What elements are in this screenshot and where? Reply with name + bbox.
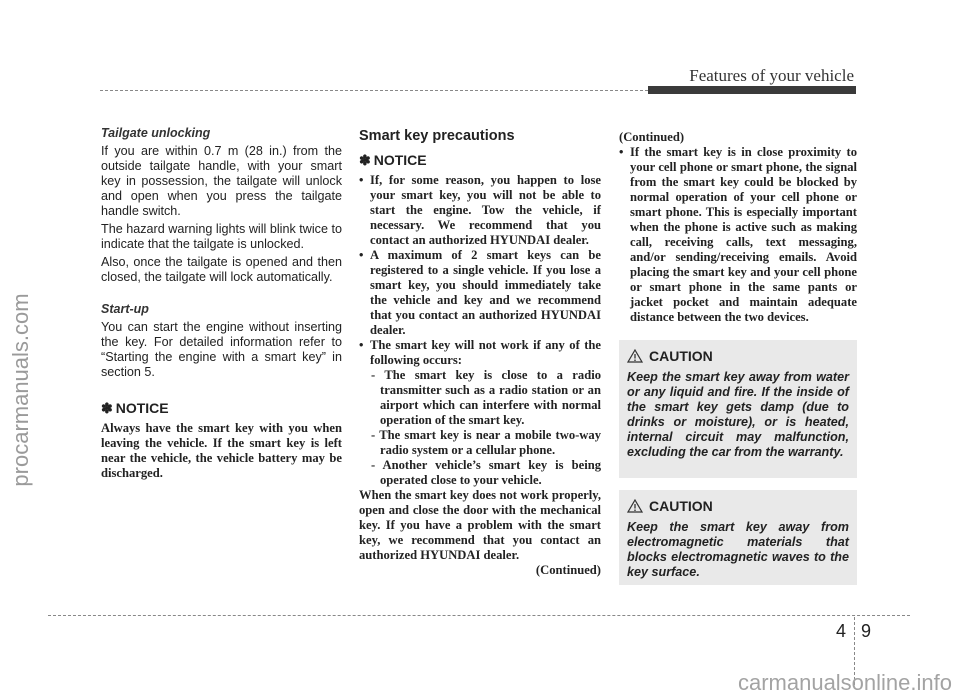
sub-list-item: - The smart key is close to a radio transmitter such as a radio station or an airport which can interfere with normal operation of the smart key. [371, 368, 601, 427]
tailgate-paragraph-3: Also, once the tailgate is opened and then closed, the tailgate will lock automatically. [101, 255, 342, 284]
notice-heading-2 [359, 152, 601, 169]
caution-header [627, 498, 849, 514]
chapter-number: 4 [836, 621, 847, 641]
footer-rule [48, 615, 910, 616]
warning-triangle-icon [627, 499, 643, 513]
list-item: • The smart key will not work if any of the following occurs: [359, 338, 601, 368]
caution-box-1 [619, 340, 857, 478]
continued-label: (Continued) [619, 130, 685, 144]
sub-list-item: - The smart key is near a mobile two-way radio system or a cellular phone. [371, 428, 601, 457]
header-bar [648, 86, 856, 94]
caution-header [627, 348, 849, 364]
startup-heading: Start-up [101, 302, 149, 316]
notice-label: NOTICE [373, 152, 427, 168]
tailgate-heading: Tailgate unlocking [101, 126, 211, 140]
column-right [619, 130, 857, 325]
caution-text: Keep the smart key away from electromagnetic materials that blocks electromagnetic waves to the key surface. [627, 520, 849, 579]
continued-label: (Continued) [535, 563, 601, 577]
header-rule [100, 90, 648, 91]
notice-label: NOTICE [115, 400, 169, 416]
notice-star-icon: ✽ [101, 400, 113, 416]
list-item: • A maximum of 2 smart keys can be registered to a single vehicle. If you lose a smart key, you should immediately take the vehicle and key and we recommend that you contact an authorized HYUNDAI dealer. [359, 248, 601, 338]
startup-paragraph: You can start the engine without inserting the key. For detailed information refer to “Starting the engine with a smart key” in section 5. [101, 320, 342, 379]
caution-title: CAUTION [649, 498, 713, 514]
list-item: • If the smart key is in close proximity to your cell phone or smart phone, the signal from the smart key could be blocked by normal operation of your cell phone or smart phone. This is especially important when the phone is active such as making call, receiving calls, text messaging, and/or sending/receiving emails. Avoid placing the smart key and your cell phone or smart phone in the same pants or jacket pocket and maintain adequate distance between the two devices. [619, 145, 857, 325]
list-item: • If, for some reason, you happen to lose your smart key, you will not be able to start the engine. Tow the vehicle, if necessary. We recommend that you contact an authorized HYUNDAI dealer. [359, 173, 601, 248]
warning-triangle-icon [627, 349, 643, 363]
notice-heading [101, 400, 342, 417]
page-header-title: Features of your vehicle [689, 66, 854, 85]
page-number-value: 9 [861, 621, 872, 641]
column-left [101, 124, 342, 481]
notice-text: Always have the smart key with you when leaving the vehicle. If the smart key is left near the vehicle, the vehicle battery may be discharged. [101, 421, 342, 480]
caution-text: Keep the smart key away from water or any liquid and fire. If the inside of the smart key gets damp (due to drinks or moisture), or is heated, internal circuit may malfunction, excluding the car from the warranty. [627, 370, 849, 459]
column-middle [359, 124, 601, 578]
notice-star-icon: ✽ [359, 152, 371, 168]
tailgate-paragraph-1: If you are within 0.7 m (28 in.) from the outside tailgate handle, with your smart key in possession, the tailgate will unlock and open when you press the tailgate handle switch. [101, 144, 342, 218]
side-watermark-text: procarmanuals.com [8, 293, 33, 487]
tailgate-paragraph-2: The hazard warning lights will blink twice to indicate that the tailgate is unlocked. [101, 222, 342, 251]
after-text: When the smart key does not work properly, open and close the door with the mechanical key. If you have a problem with the smart key, we recommend that you contact an authorized HYUNDAI dealer. [359, 488, 601, 562]
caution-box-2 [619, 490, 857, 585]
caution-title: CAUTION [649, 348, 713, 364]
side-watermark [4, 180, 38, 600]
bottom-watermark: carmanualsonline.info [737, 670, 952, 695]
sub-list-item: - Another vehicle’s smart key is being operated close to your vehicle. [371, 458, 601, 487]
section-heading: Smart key precautions [359, 128, 515, 144]
